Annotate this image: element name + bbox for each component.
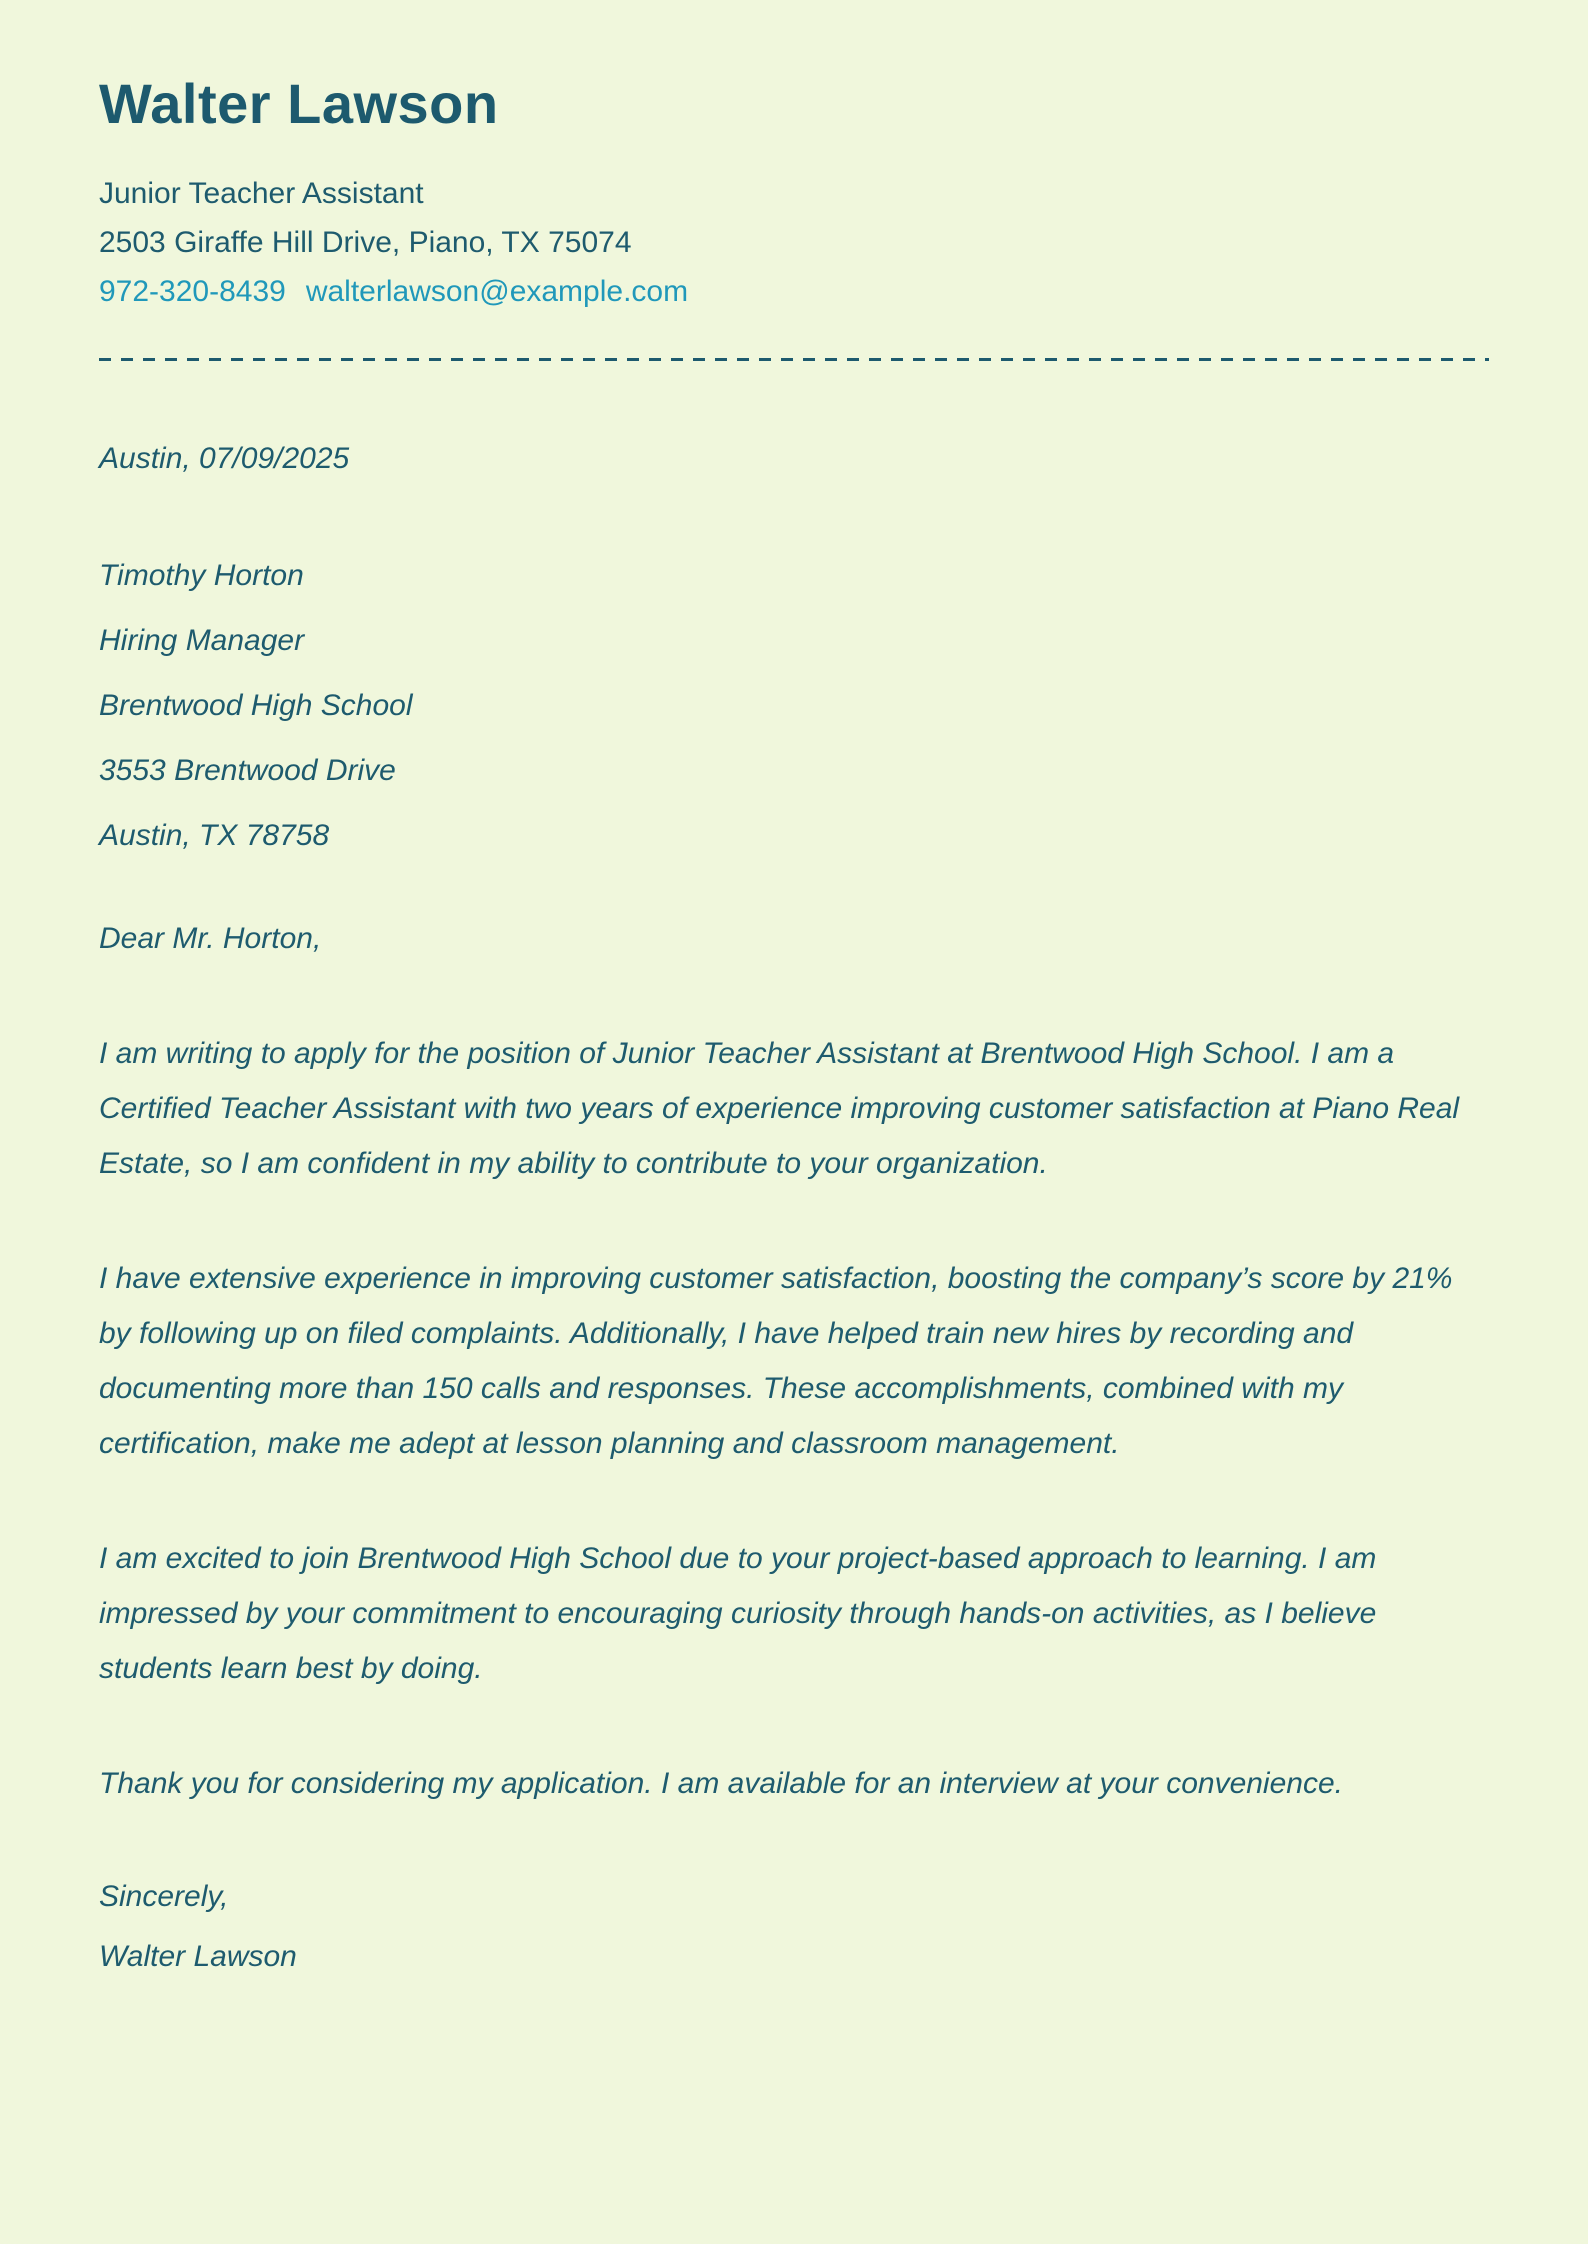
recipient-name: Timothy Horton: [99, 559, 304, 593]
date-line: Austin, 07/09/2025: [99, 442, 350, 476]
dashed-divider: [99, 358, 1489, 361]
applicant-phone: 972-320-8439: [99, 275, 286, 309]
paragraph-experience: I have extensive experience in improving customer satisfaction, boosting the company’s score by 21% by following up on filed complaints. Additionally, I have helped train new hires by recording and documenting more than 150 calls and responses. These accomplishments, combined with my certification, make me adept at lesson planning and classroom management.: [99, 1262, 1453, 1461]
paragraph-intro: I am writing to apply for the position of Junior Teacher Assistant at Brentwood High School. I am a Certified Teacher Assistant with two years of experience improving customer satisfaction at Piano Real Estate, so I am confident in my ability to contribute to your organization.: [99, 1037, 1460, 1181]
applicant-name: Walter Lawson: [99, 72, 499, 135]
paragraph-thanks: Thank you for considering my application. I am available for an interview at your convenience.: [99, 1767, 1343, 1801]
recipient-street: 3553 Brentwood Drive: [99, 754, 396, 788]
applicant-email: walterlawson@example.com: [305, 275, 689, 309]
recipient-company: Brentwood High School: [99, 689, 413, 723]
recipient-city: Austin, TX 78758: [99, 819, 330, 853]
letter-paragraphs: [99, 1026, 1489, 1811]
letter-header: [99, 72, 1489, 310]
recipient-title: Hiring Manager: [99, 624, 305, 658]
applicant-address: 2503 Giraffe Hill Drive, Piano, TX 75074: [99, 226, 632, 260]
paragraph-motivation: I am excited to join Brentwood High School due to your project-based approach to learning. I am impressed by your commitment to encouraging curiosity through hands-on activities, as I believe students learn best by doing.: [99, 1542, 1377, 1686]
closing: Sincerely,: [99, 1880, 229, 1914]
applicant-contact: [99, 274, 1489, 310]
salutation: Dear Mr. Horton,: [99, 922, 322, 956]
recipient-block: [99, 548, 1489, 863]
signature-name: Walter Lawson: [99, 1940, 297, 1974]
letter-body: [99, 431, 1489, 1984]
applicant-job-title: Junior Teacher Assistant: [99, 177, 424, 211]
